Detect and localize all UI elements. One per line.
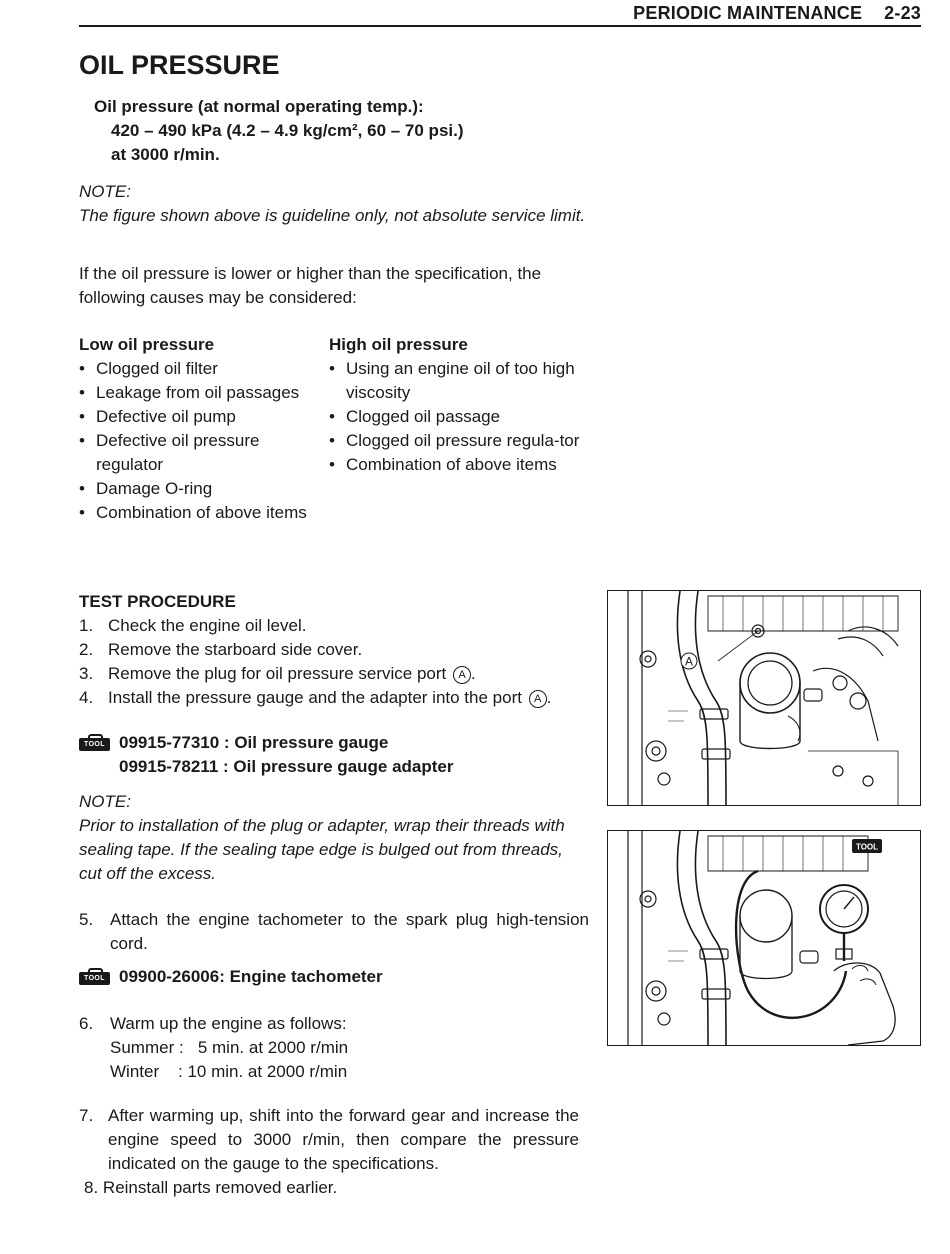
step-text: Attach the engine tachometer to the spark plug high-tension cord. [110, 910, 589, 953]
list-item: • Damage O-ring [79, 477, 324, 501]
callout-a-ref: A [529, 690, 547, 708]
step-number: 8. [84, 1178, 99, 1197]
step-text: Warm up the engine as follows: [110, 1014, 347, 1033]
page-number: 2-23 [884, 3, 921, 23]
list-item: • Clogged oil filter [79, 357, 324, 381]
step-7 [79, 1104, 579, 1176]
note-text: Prior to installation of the plug or adapter, wrap their threads with sealing tape. If the sealing tape edge is bulged out from threads, cut off the excess. [79, 816, 565, 883]
intro-paragraph: If the oil pressure is lower or higher than the specification, the following causes may be considered: [79, 264, 542, 307]
figure-oil-pressure-port [607, 590, 921, 806]
engine-illustration [608, 591, 920, 805]
warmup-winter: Winter : 10 min. at 2000 r/min [110, 1062, 348, 1081]
callout-a-ref: A [453, 666, 471, 684]
high-oil-pressure-column [329, 333, 584, 477]
list-item: • Leakage from oil passages [79, 381, 324, 405]
step-item [79, 614, 589, 638]
step-text-main: Remove the plug for oil pressure service port [108, 664, 447, 683]
step-number: 5. [79, 910, 94, 929]
note-guideline [79, 180, 599, 228]
step-item [79, 686, 589, 710]
step-number: 3. [79, 664, 94, 683]
high-oil-list [329, 357, 584, 477]
high-oil-heading: High oil pressure [329, 335, 468, 354]
tool-engine-tachometer: 09900-26006: Engine tachometer [119, 967, 383, 986]
step-text: Reinstall parts removed earlier. [102, 1178, 338, 1197]
tool-gauge-adapter: 09915-78211 : Oil pressure gauge adapter [119, 757, 454, 776]
step-number: 4. [79, 688, 94, 707]
special-tools-tachometer [79, 965, 383, 989]
step-text-suffix: . [546, 688, 552, 707]
step-text [108, 662, 476, 686]
step-text [108, 686, 551, 710]
low-oil-pressure-column [79, 333, 324, 525]
step-text-suffix: . [471, 664, 476, 683]
running-head [633, 3, 921, 24]
header-rule [79, 25, 921, 27]
tool-line [79, 965, 383, 989]
step-text: Check the engine oil level. [108, 616, 307, 635]
oil-pressure-spec [94, 95, 464, 167]
step-text: Remove the starboard side cover. [108, 640, 363, 659]
step-text-main: Install the pressure gauge and the adapter into the port [108, 688, 522, 707]
step-6 [79, 1012, 348, 1084]
step-item [79, 638, 589, 662]
list-item: • Clogged oil pressure regula-tor [329, 429, 584, 453]
low-oil-heading: Low oil pressure [79, 335, 215, 354]
step-item [79, 662, 589, 686]
list-item: • Using an engine oil of too high viscosity [329, 357, 584, 405]
gauge-illustration [608, 831, 920, 1045]
page-title: OIL PRESSURE [79, 50, 280, 80]
spec-label: Oil pressure (at normal operating temp.): [94, 97, 424, 116]
spec-rpm: at 3000 r/min. [111, 145, 220, 164]
step-number: 2. [79, 640, 94, 659]
list-item: • Defective oil pump [79, 405, 324, 429]
tool-icon: TOOL [79, 968, 110, 985]
test-steps [79, 614, 589, 710]
note-sealing-tape [79, 790, 589, 886]
list-item: • Combination of above items [329, 453, 584, 477]
step-text: After warming up, shift into the forward gear and increase the engine speed to 3000 r/min, then compare the pressure indicated on the gauge to the specifications. [108, 1106, 579, 1173]
test-procedure-heading: TEST PROCEDURE [79, 592, 236, 611]
test-procedure [79, 590, 589, 710]
tool-icon: TOOL [79, 734, 110, 751]
list-item: • Defective oil pressure regulator [79, 429, 324, 477]
step-5 [79, 908, 589, 956]
note-label: NOTE: [79, 182, 131, 201]
special-tools-gauge [79, 731, 454, 779]
step-number: 1. [79, 616, 94, 635]
low-oil-list [79, 357, 324, 525]
step-number: 7. [79, 1106, 94, 1125]
section-title: PERIODIC MAINTENANCE [633, 3, 863, 23]
figure-gauge-installed [607, 830, 921, 1046]
list-item: • Clogged oil passage [329, 405, 584, 429]
step-number: 6. [79, 1014, 94, 1033]
tool-tag-label: TOOL [855, 842, 879, 852]
tool-line [79, 731, 454, 755]
step-8 [84, 1176, 337, 1200]
note-label: NOTE: [79, 792, 131, 811]
spec-value: 420 – 490 kPa (4.2 – 4.9 kg/cm², 60 – 70 psi.) [111, 121, 464, 140]
tool-oil-pressure-gauge: 09915-77310 : Oil pressure gauge [119, 733, 389, 752]
note-text: The figure shown above is guideline only, not absolute service limit. [79, 206, 586, 225]
warmup-summer: Summer : 5 min. at 2000 r/min [110, 1038, 349, 1057]
list-item: • Combination of above items [79, 501, 324, 525]
callout-a-label: A [684, 654, 694, 669]
